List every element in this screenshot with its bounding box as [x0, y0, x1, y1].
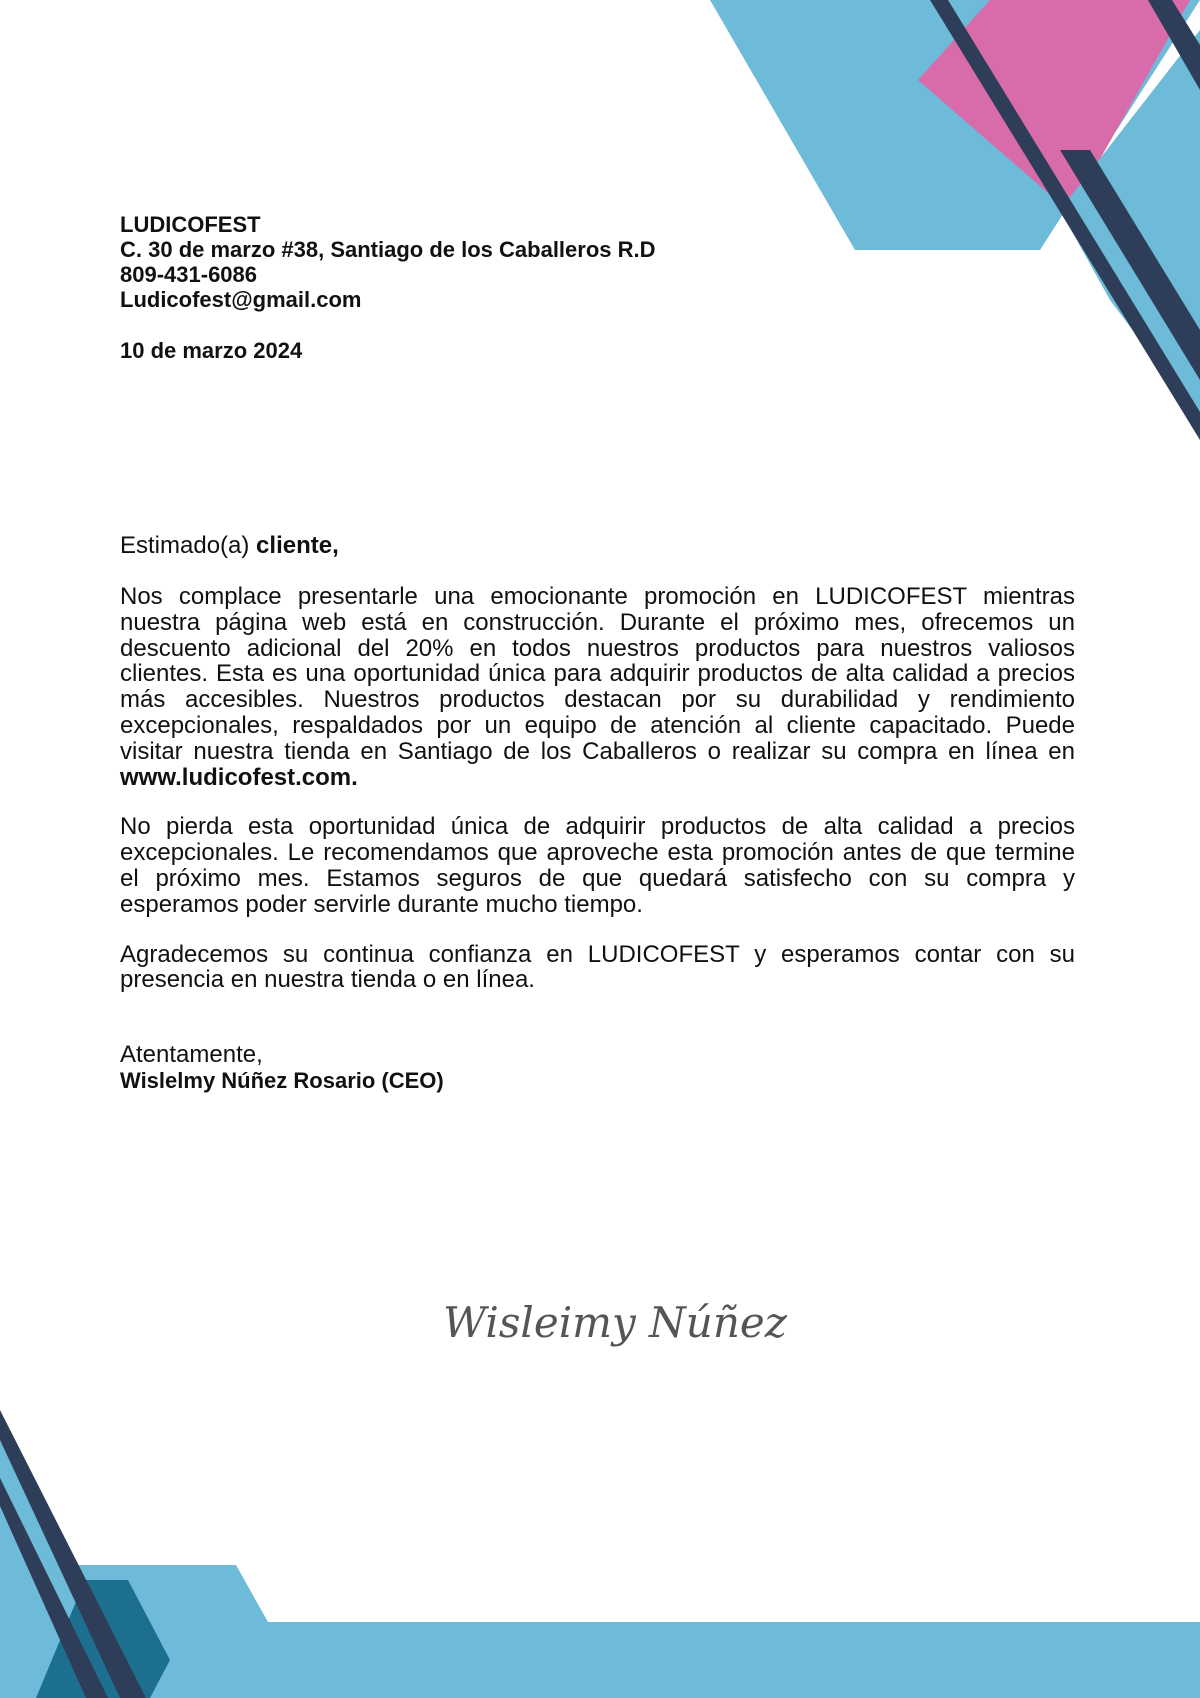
company-phone: 809-431-6086 — [120, 262, 258, 287]
bottom-light-blue-band — [0, 1440, 1200, 1698]
signer-name: Wislelmy Núñez Rosario (CEO) — [120, 1068, 444, 1094]
handwritten-signature — [437, 1275, 787, 1375]
paragraph-1-text: Nos complace presentarle una emocionante promoción en LUDICOFEST mientras nuestra página web está en construcción. Durante el próximo mes, ofrecemos un descuento adicional del 20% en todos nuestros productos para nuestros valiosos clientes. Esta es una oportunidad única para adquirir productos de alta calidad a precios más accesibles. Nuestros productos destacan por su durabilidad y rendimiento excepcionales, respaldados por un equipo de atención al cliente capacitado. Puede visitar nuestra tienda en Santiago de los Caballeros o realizar su compra en línea en — [120, 583, 1075, 765]
company-email: Ludicofest@gmail.com — [120, 287, 362, 312]
signature-text: Wisleimy Núñez — [443, 1298, 787, 1347]
company-address: C. 30 de marzo #38, Santiago de los Caballeros R.D — [120, 237, 656, 262]
letter-content — [120, 212, 1075, 1094]
body-paragraph-1 — [120, 584, 1075, 790]
body-paragraph-3: Agradecemos su continua confianza en LUDICOFEST y esperamos contar con su presencia en nuestra tienda o en línea. — [120, 940, 1075, 994]
body-paragraph-2: No pierda esta oportunidad única de adquirir productos de alta calidad a precios excepcionales. Le recomendamos que aproveche esta promoción antes de que termine el próximo mes. Estamos seguros de que quedará satisfecho con su compra y esperamos poder servirle durante mucho tiempo. — [120, 813, 1075, 918]
website-link: www.ludicofest.com. — [120, 763, 358, 791]
letter-date: 10 de marzo 2024 — [120, 338, 303, 363]
salutation-name: cliente, — [256, 532, 339, 559]
salutation — [120, 533, 1075, 559]
salutation-prefix: Estimado(a) — [120, 532, 250, 559]
company-name: LUDICOFEST — [120, 212, 261, 237]
valediction: Atentamente, — [120, 1041, 263, 1069]
